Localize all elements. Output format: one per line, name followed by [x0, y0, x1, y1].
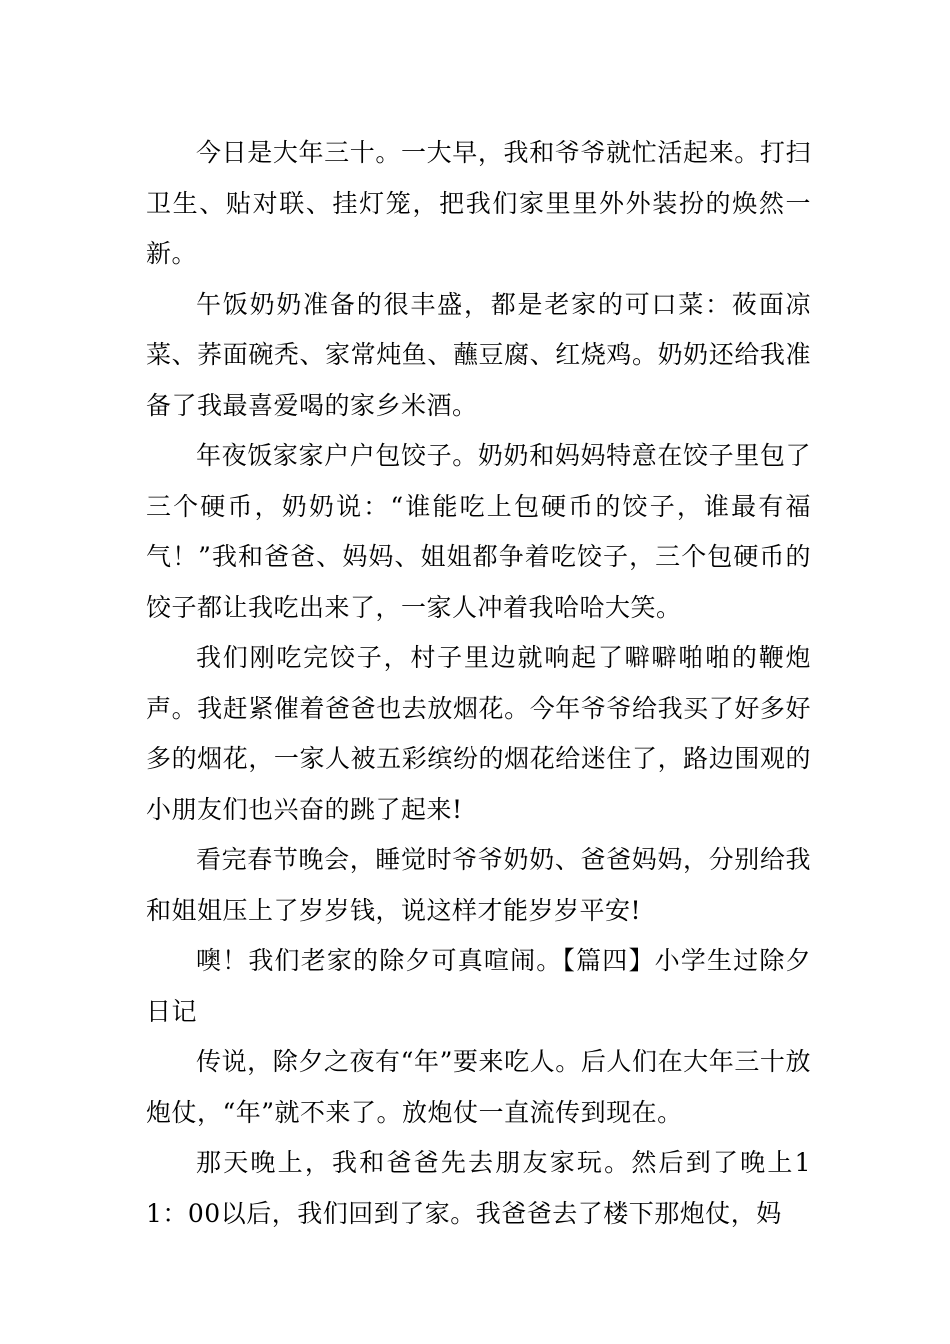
paragraph-lucky-money: 看完春节晚会，睡觉时爷爷奶奶、爸爸妈妈，分别给我和姐姐压上了岁岁钱，说这样才能岁岁平安! [146, 845, 811, 925]
paragraph-dumplings: 年夜饭家家户户包饺子。奶奶和妈妈特意在饺子里包了三个硬币，奶奶说：“谁能吃上包硬币的饺子，谁最有福气！”我和爸爸、妈妈、姐姐都争着吃饺子，三个包硬币的饺子都让我吃出来了，一家人冲着我哈哈大笑。 [146, 441, 811, 622]
document-page [146, 128, 811, 1239]
paragraph-that-night: 那天晚上，我和爸爸先去朋友家玩。然后到了晚上11：00以后，我们回到了家。我爸爸去了楼下那炮仗，妈 [146, 1148, 811, 1228]
paragraph-nian-legend: 传说，除夕之夜有“年”要来吃人。后人们在大年三十放炮仗，“年”就不来了。放炮仗一直流传到现在。 [146, 1047, 811, 1127]
paragraph-lunch: 午饭奶奶准备的很丰盛，都是老家的可口菜：莜面凉菜、荞面碗秃、家常炖鱼、蘸豆腐、红烧鸡。奶奶还给我准备了我最喜爱喝的家乡米酒。 [146, 289, 811, 420]
paragraph-section-heading: 噢！我们老家的除夕可真喧闹。【篇四】小学生过除夕日记 [146, 946, 811, 1026]
paragraph-new-year-eve-morning: 今日是大年三十。一大早，我和爷爷就忙活起来。打扫卫生、贴对联、挂灯笼，把我们家里里外外装扮的焕然一新。 [146, 138, 811, 268]
paragraph-fireworks: 我们刚吃完饺子，村子里边就响起了噼噼啪啪的鞭炮声。我赶紧催着爸爸也去放烟花。今年爷爷给我买了好多好多的烟花，一家人被五彩缤纷的烟花给迷住了，路边围观的小朋友们也兴奋的跳了起来! [146, 643, 811, 824]
